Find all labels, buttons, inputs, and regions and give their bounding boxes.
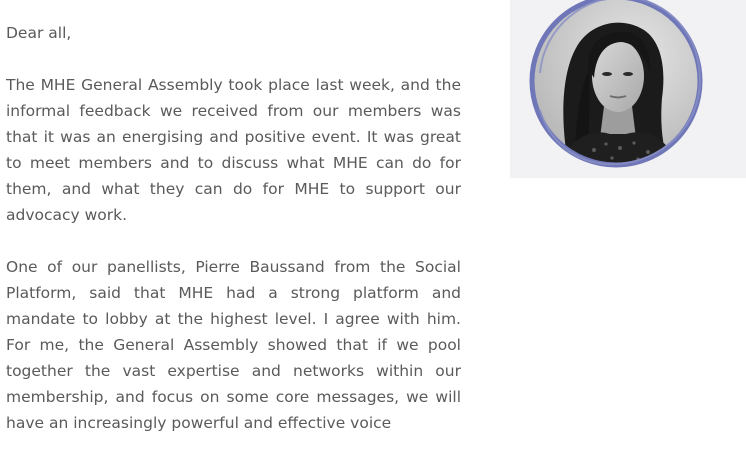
letter-greeting: Dear all, bbox=[6, 24, 72, 42]
author-portrait bbox=[510, 0, 746, 178]
letter-paragraph-1: The MHE General Assembly took place last week, and the informal feedback we received from our members was that it was an energising and positive event. It was great to meet members and to discuss what MHE can do for them, and what they can do for MHE to support our advocacy work. bbox=[6, 76, 461, 224]
letter-body bbox=[6, 20, 461, 462]
letter-paragraph-2: One of our panellists, Pierre Baussand from the Social Platform, said that MHE had a strong platform and mandate to lobby at the highest level. I agree with him. For me, the General Assembly showed that if we pool together the vast expertise and networks within our membership, and focus on some core messages, we will have an increasingly powerful and effective voice bbox=[6, 258, 461, 432]
portrait-image bbox=[510, 0, 746, 178]
